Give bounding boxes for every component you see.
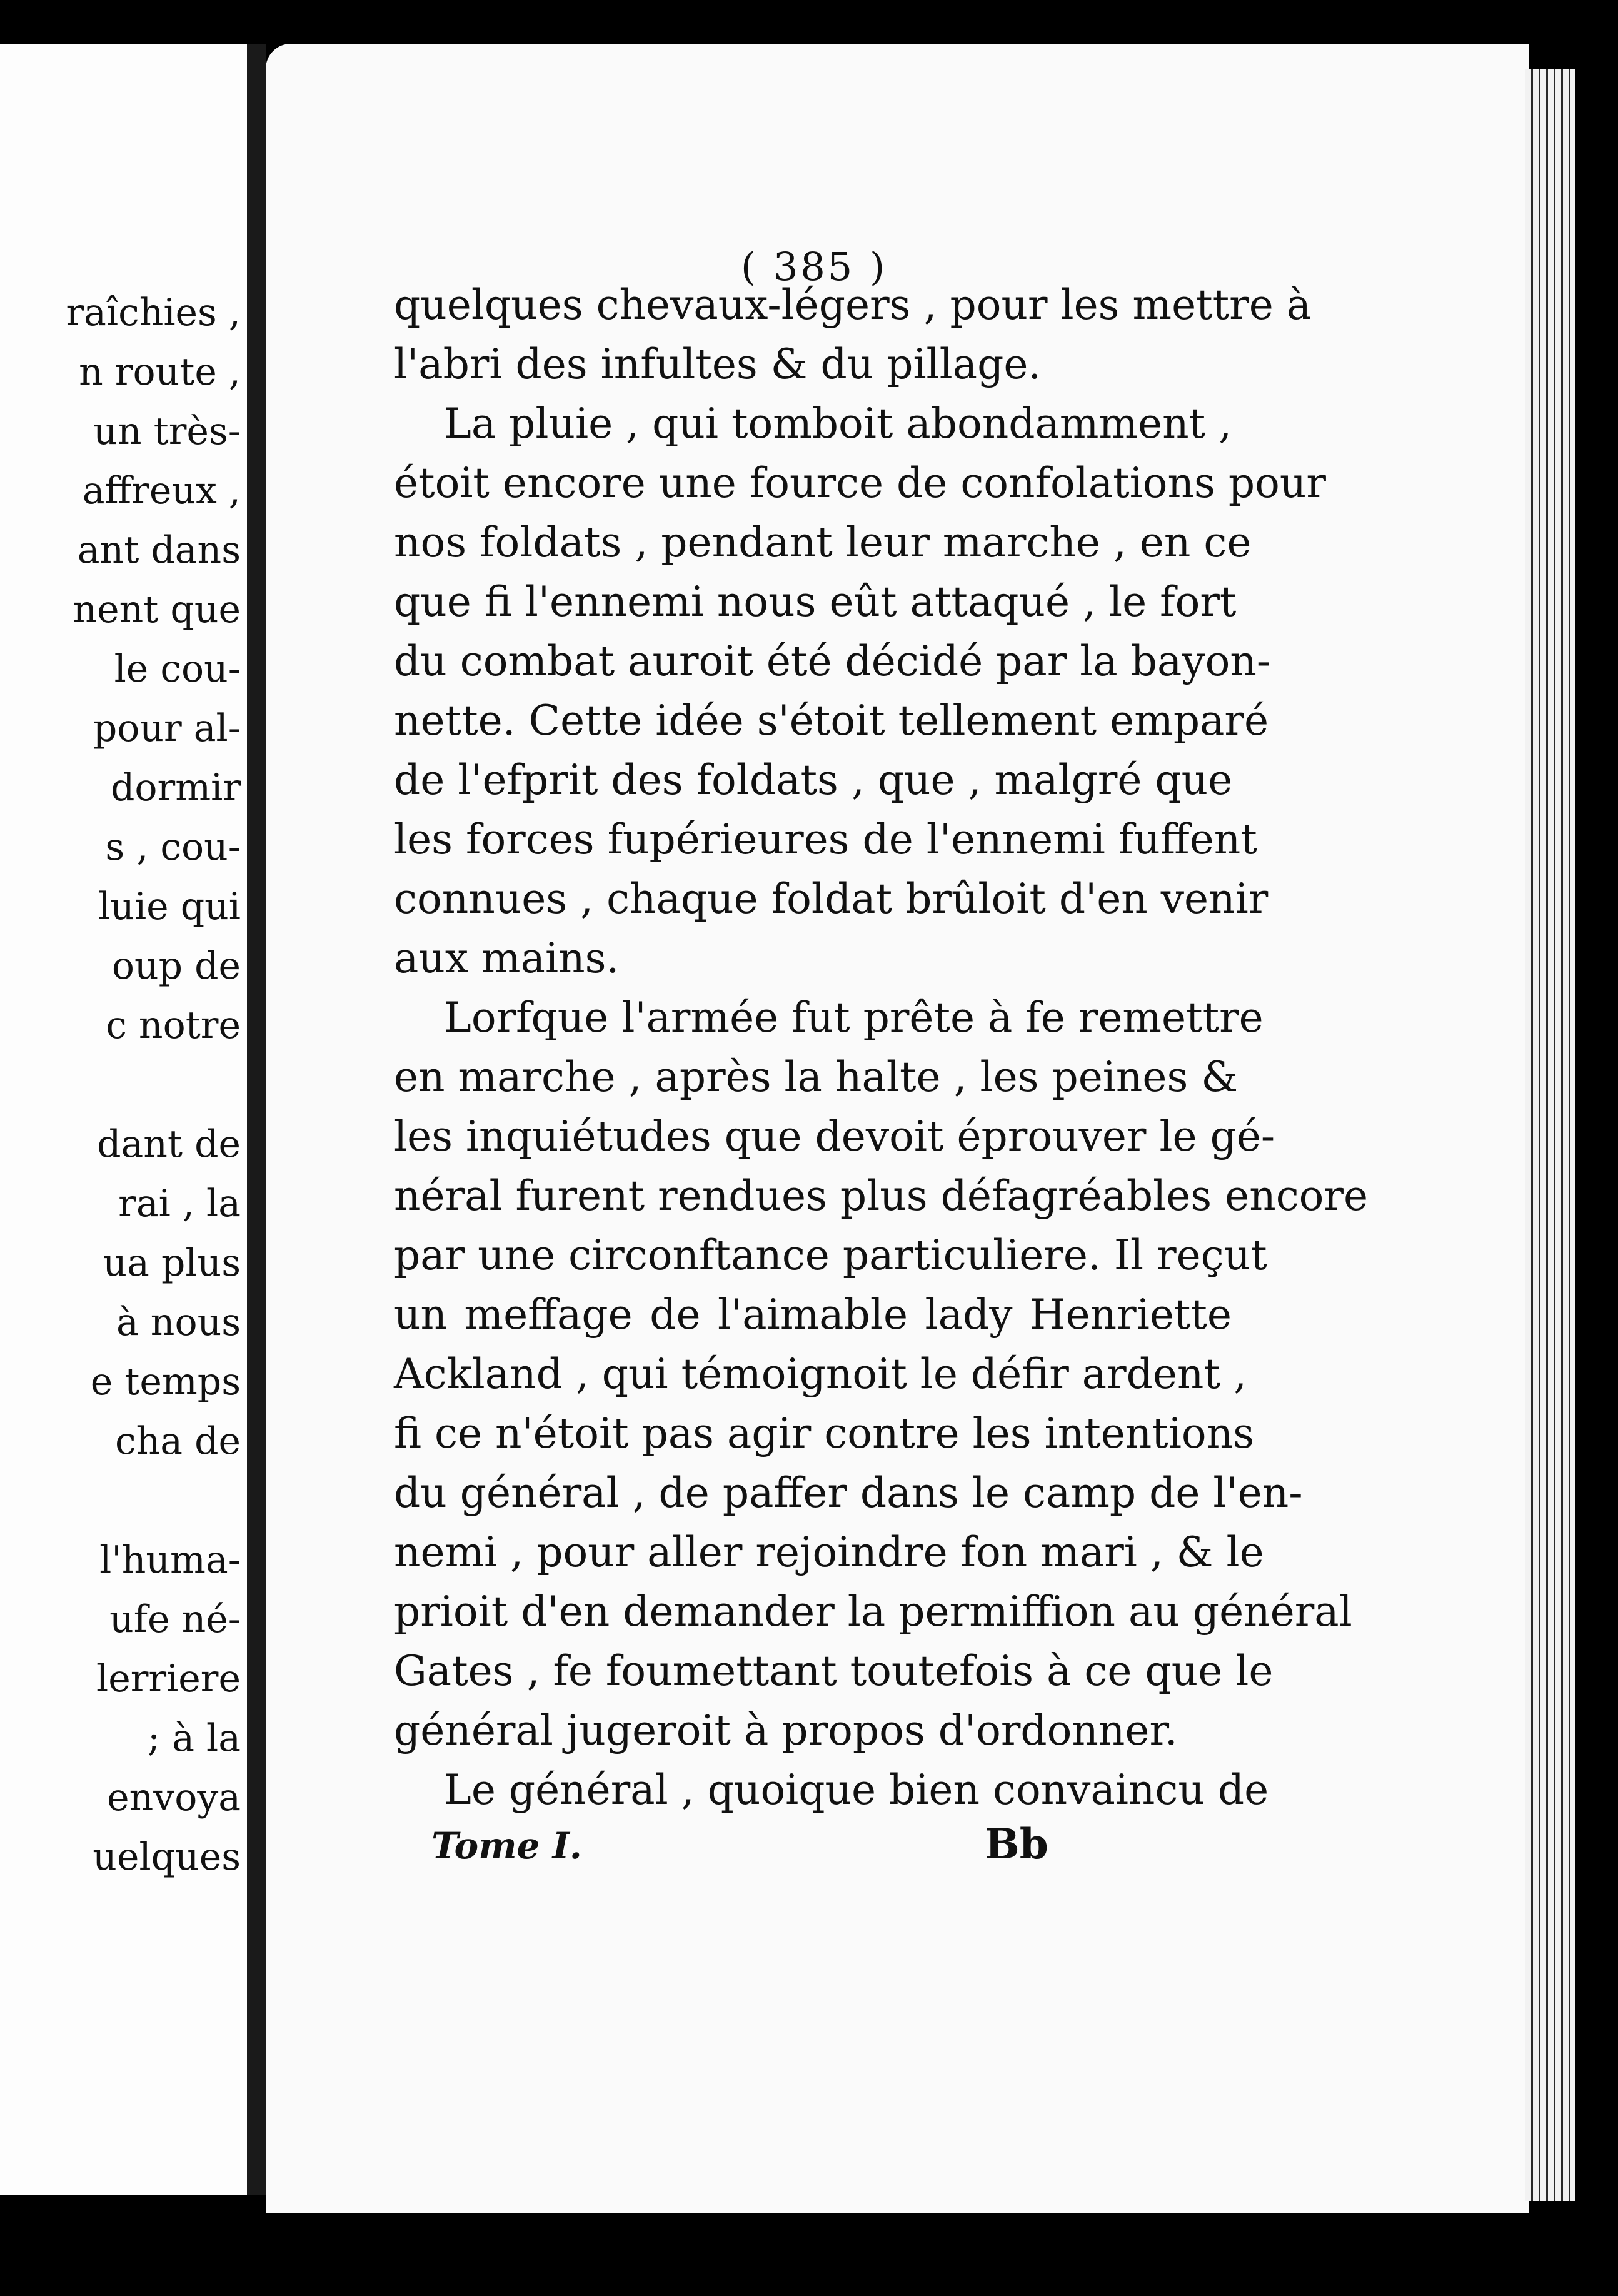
text-line: aux mains. bbox=[394, 934, 620, 982]
text-line: connues , chaque foldat brûloit d'en venir bbox=[394, 875, 1269, 923]
left-line: un très- bbox=[93, 410, 241, 453]
left-line: dant de bbox=[97, 1122, 241, 1166]
left-line: le cou- bbox=[114, 647, 241, 691]
left-line: ufe né- bbox=[109, 1598, 241, 1641]
left-line: à nous bbox=[116, 1301, 241, 1344]
page-number: ( 385 ) bbox=[741, 244, 888, 290]
footer-signature-mark: Bb bbox=[985, 1820, 1048, 1868]
left-line: envoya bbox=[107, 1776, 241, 1820]
text-line: étoit encore une fource de confolations pour bbox=[394, 459, 1326, 507]
left-line: luie qui bbox=[98, 885, 241, 929]
left-line: affreux , bbox=[82, 469, 241, 513]
text-line: nemi , pour aller rejoindre fon mari , & le bbox=[394, 1528, 1264, 1576]
left-page bbox=[0, 44, 247, 2195]
text-line: de l'efprit des foldats , que , malgré que bbox=[394, 756, 1233, 804]
book-gutter bbox=[247, 44, 266, 2195]
page-edges bbox=[1525, 69, 1575, 2201]
footer-signature: Tome I. bbox=[431, 1825, 582, 1867]
text-line: Lorfque l'armée fut prête à fe remettre bbox=[444, 994, 1264, 1042]
text-line: nette. Cette idée s'étoit tellement emparé bbox=[394, 697, 1269, 745]
left-line: n route , bbox=[79, 350, 241, 394]
text-line: les forces fupérieures de l'ennemi fuffent bbox=[394, 815, 1257, 864]
text-line: par une circonftance particuliere. Il reçut bbox=[394, 1231, 1267, 1279]
text-line: quelques chevaux-légers , pour les mettre à bbox=[394, 281, 1312, 329]
text-line: Le général , quoique bien convaincu de bbox=[444, 1766, 1269, 1814]
text-line: en marche , après la halte , les peines & bbox=[394, 1053, 1239, 1101]
text-line: un meffage de l'aimable lady Henriette bbox=[394, 1291, 1232, 1339]
text-line: Gates , fe foumettant toutefois à ce que le bbox=[394, 1647, 1274, 1695]
left-line: oup de bbox=[111, 944, 241, 988]
left-line: ant dans bbox=[77, 528, 241, 572]
text-line: La pluie , qui tomboit abondamment , bbox=[444, 400, 1232, 448]
left-line: c notre bbox=[106, 1004, 241, 1047]
left-line: ua plus bbox=[103, 1241, 241, 1285]
left-line: nent que bbox=[73, 588, 241, 632]
text-line: du général , de paffer dans le camp de l'en- bbox=[394, 1469, 1303, 1517]
left-line: s , cou- bbox=[105, 825, 241, 869]
left-line: l'huma- bbox=[99, 1538, 241, 1582]
text-line: néral furent rendues plus défagréables encore bbox=[394, 1172, 1369, 1220]
left-line: dormir bbox=[111, 766, 241, 810]
text-line: l'abri des infultes & du pillage. bbox=[394, 340, 1042, 388]
text-line: fi ce n'étoit pas agir contre les intentions bbox=[394, 1409, 1255, 1458]
left-line: cha de bbox=[114, 1419, 241, 1463]
left-line: pour al- bbox=[93, 707, 241, 750]
text-line: que fi l'ennemi nous eût attaqué , le fort bbox=[394, 578, 1237, 626]
text-line: du combat auroit été décidé par la bayon- bbox=[394, 637, 1271, 685]
left-line: rai , la bbox=[118, 1182, 241, 1226]
left-line: lerriere bbox=[96, 1657, 241, 1701]
left-line: e temps bbox=[90, 1360, 241, 1404]
body-text bbox=[394, 275, 1369, 1820]
left-line: raîchies , bbox=[66, 291, 241, 335]
left-line: uelques bbox=[93, 1835, 241, 1879]
text-line: prioit d'en demander la permiffion au général bbox=[394, 1588, 1352, 1636]
text-line: général jugeroit à propos d'ordonner. bbox=[394, 1706, 1178, 1755]
text-line: nos foldats , pendant leur marche , en ce bbox=[394, 518, 1252, 566]
text-line: Ackland , qui témoignoit le défir ardent , bbox=[394, 1350, 1247, 1398]
left-line: ; à la bbox=[147, 1716, 241, 1760]
text-line: les inquiétudes que devoit éprouver le gé- bbox=[394, 1112, 1275, 1161]
